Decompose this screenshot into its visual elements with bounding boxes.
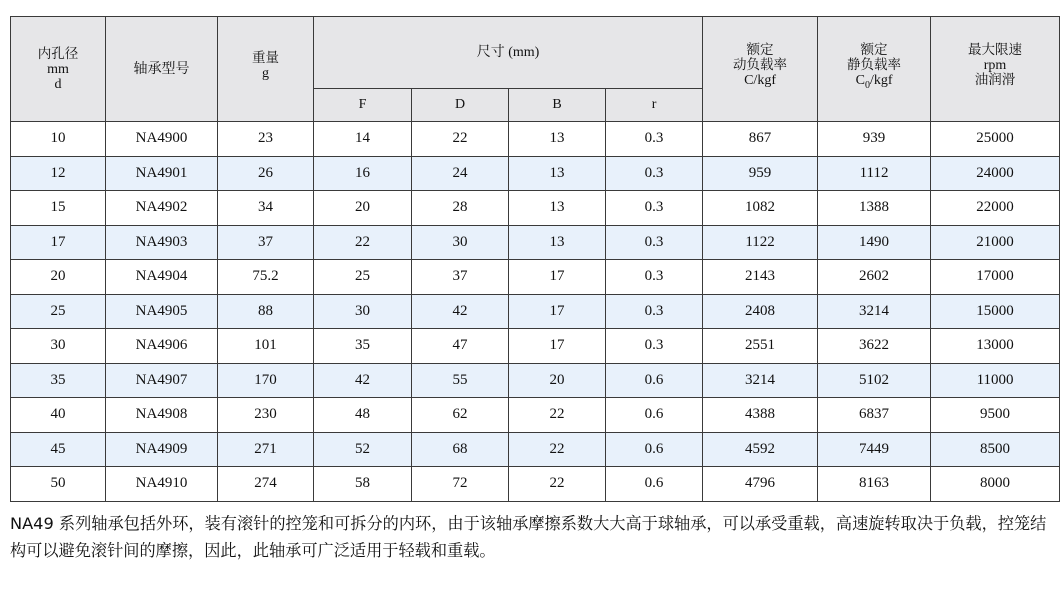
table-cell: 24 [412,156,509,191]
table-cell: 17 [509,329,606,364]
table-cell: 30 [11,329,106,364]
table-cell: 68 [412,432,509,467]
table-cell: 30 [412,225,509,260]
table-cell: 2602 [818,260,931,295]
table-cell: 1112 [818,156,931,191]
header-max-speed: 最大限速 rpm 油润滑 [931,17,1060,122]
table-cell: 22 [509,398,606,433]
table-row [11,260,1060,295]
header-dim-f: F [314,88,412,121]
header-dynamic-load: 额定 动负载率 C/kgf [703,17,818,122]
table-cell: 34 [218,191,314,226]
header-weight: 重量 g [218,17,314,122]
table-cell: 20 [314,191,412,226]
table-cell: 16 [314,156,412,191]
table-cell: 0.3 [606,122,703,157]
table-cell: 10 [11,122,106,157]
table-row [11,329,1060,364]
table-cell: 4592 [703,432,818,467]
table-cell: 0.3 [606,329,703,364]
table-cell: 17000 [931,260,1060,295]
table-cell: 0.6 [606,363,703,398]
header-row-1 [11,17,1060,89]
table-cell: 25000 [931,122,1060,157]
table-cell: 15000 [931,294,1060,329]
table-cell: 23 [218,122,314,157]
table-cell: 9500 [931,398,1060,433]
table-cell: 88 [218,294,314,329]
table-cell: 8500 [931,432,1060,467]
table-row [11,122,1060,157]
table-cell: 5102 [818,363,931,398]
table-cell: 22 [509,432,606,467]
table-cell: 55 [412,363,509,398]
table-cell: 1490 [818,225,931,260]
table-cell: 22000 [931,191,1060,226]
table-cell: 20 [11,260,106,295]
table-cell: 11000 [931,363,1060,398]
table-cell: 959 [703,156,818,191]
table-cell: 22 [412,122,509,157]
header-dim-d: D [412,88,509,121]
table-row [11,225,1060,260]
header-model: 轴承型号 [106,17,218,122]
table-cell: 75.2 [218,260,314,295]
table-cell: NA4905 [106,294,218,329]
table-cell: 6837 [818,398,931,433]
table-cell: 17 [509,260,606,295]
table-cell: 939 [818,122,931,157]
table-cell: 3214 [703,363,818,398]
table-cell: 4388 [703,398,818,433]
table-cell: 8163 [818,467,931,502]
table-cell: 3214 [818,294,931,329]
table-cell: 7449 [818,432,931,467]
header-dim-b: B [509,88,606,121]
table-cell: 42 [314,363,412,398]
table-row [11,294,1060,329]
table-cell: 2143 [703,260,818,295]
table-cell: 2551 [703,329,818,364]
table-cell: 13 [509,225,606,260]
table-cell: 72 [412,467,509,502]
table-cell: 1388 [818,191,931,226]
table-cell: 0.3 [606,294,703,329]
table-cell: 3622 [818,329,931,364]
table-cell: 37 [218,225,314,260]
table-cell: 1082 [703,191,818,226]
table-cell: NA4903 [106,225,218,260]
table-row [11,363,1060,398]
table-cell: 26 [218,156,314,191]
table-cell: 0.3 [606,260,703,295]
table-cell: 2408 [703,294,818,329]
table-cell: 15 [11,191,106,226]
table-cell: NA4910 [106,467,218,502]
table-row [11,398,1060,433]
table-cell: 62 [412,398,509,433]
table-cell: 35 [11,363,106,398]
table-cell: 24000 [931,156,1060,191]
table-cell: NA4909 [106,432,218,467]
table-row [11,156,1060,191]
table-cell: 28 [412,191,509,226]
table-cell: 17 [509,294,606,329]
table-row [11,191,1060,226]
table-cell: 13 [509,191,606,226]
table-cell: 170 [218,363,314,398]
header-dim-r: r [606,88,703,121]
table-cell: NA4906 [106,329,218,364]
table-cell: 13 [509,122,606,157]
table-cell: 20 [509,363,606,398]
table-cell: NA4907 [106,363,218,398]
table-body [11,122,1060,502]
table-cell: 1122 [703,225,818,260]
table-cell: 230 [218,398,314,433]
table-cell: NA4901 [106,156,218,191]
table-cell: 13 [509,156,606,191]
table-cell: 42 [412,294,509,329]
table-cell: 52 [314,432,412,467]
table-cell: 25 [11,294,106,329]
table-row [11,467,1060,502]
table-cell: 40 [11,398,106,433]
table-cell: 21000 [931,225,1060,260]
table-cell: 47 [412,329,509,364]
table-cell: 0.3 [606,191,703,226]
table-cell: 271 [218,432,314,467]
header-dimensions: 尺寸 (mm) [314,17,703,89]
header-static-load: 额定 静负载率 $C_0$/kgf [818,17,931,122]
table-cell: 0.3 [606,156,703,191]
table-cell: 0.6 [606,432,703,467]
table-cell: 37 [412,260,509,295]
bearing-spec-table [10,16,1060,502]
table-cell: 58 [314,467,412,502]
table-cell: 274 [218,467,314,502]
table-row [11,432,1060,467]
table-cell: NA4902 [106,191,218,226]
table-cell: 101 [218,329,314,364]
table-cell: NA4900 [106,122,218,157]
table-cell: NA4908 [106,398,218,433]
table-cell: 12 [11,156,106,191]
table-cell: NA4904 [106,260,218,295]
table-cell: 30 [314,294,412,329]
table-cell: 0.6 [606,467,703,502]
table-cell: 50 [11,467,106,502]
table-cell: 8000 [931,467,1060,502]
table-cell: 45 [11,432,106,467]
table-cell: 0.3 [606,225,703,260]
table-cell: 48 [314,398,412,433]
table-cell: 13000 [931,329,1060,364]
table-cell: 4796 [703,467,818,502]
table-cell: 25 [314,260,412,295]
table-cell: 35 [314,329,412,364]
table-cell: 0.6 [606,398,703,433]
table-cell: 14 [314,122,412,157]
header-bore: 内孔径 mm d [11,17,106,122]
description-note: NA49 系列轴承包括外环，装有滚针的控笼和可拆分的内环，由于该轴承摩擦系数大大高于球轴承，可以承受重载，高速旋转取决于负载，控笼结构可以避免滚针间的摩擦，因此，此轴承可广泛适用于轻载和重载。 [10,514,1047,560]
table-cell: 22 [314,225,412,260]
table-cell: 17 [11,225,106,260]
table-cell: 867 [703,122,818,157]
table-cell: 22 [509,467,606,502]
